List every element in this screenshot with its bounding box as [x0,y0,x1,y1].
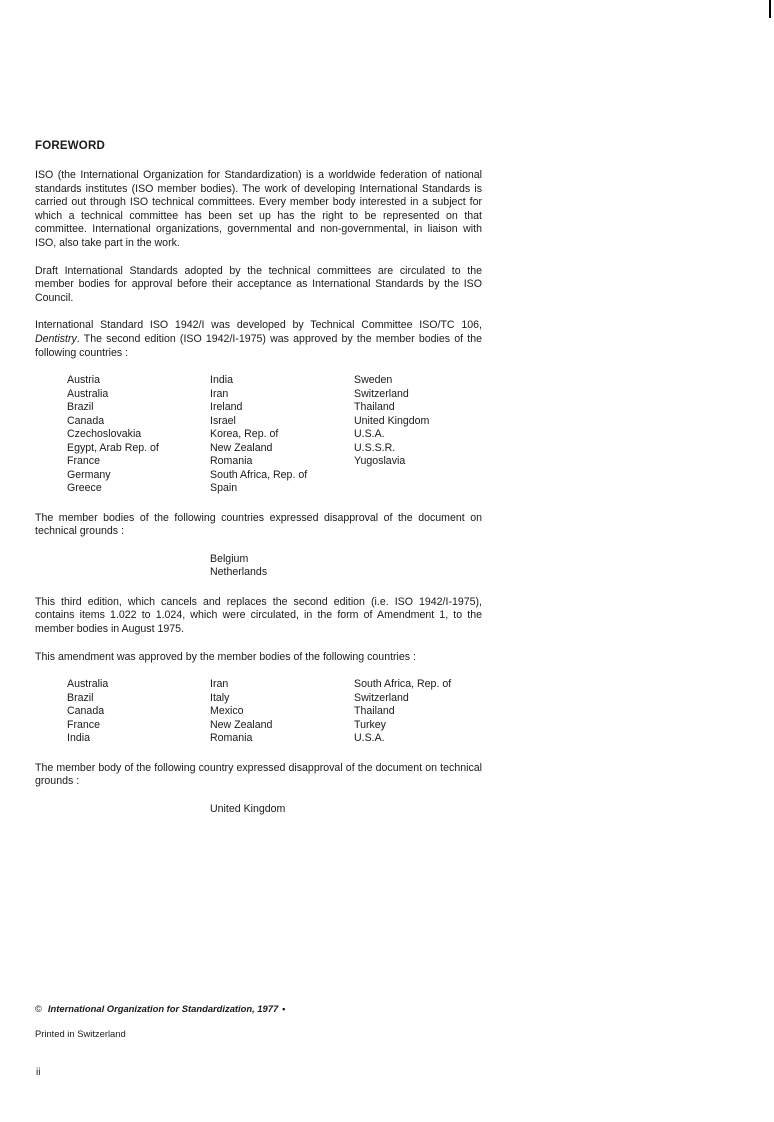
page-number: ii [36,1067,41,1078]
country-name: Netherlands [210,566,268,579]
country-name: Canada [67,705,105,718]
page-edge-mark [769,0,771,18]
country-name: Iran [210,387,229,400]
disapproving-countries-list [210,553,482,580]
country-name: Brazil [67,691,94,704]
amendment-disapproving-countries-list [210,803,482,817]
foreword-heading: FOREWORD [35,140,105,152]
paragraph-standard-development-start: International Standard ISO 1942/I was developed by Technical Committee ISO/TC 106, [35,319,482,332]
country-name: Spain [210,482,238,495]
country-name: Yugoslavia [354,455,406,468]
country-name: India [67,732,90,745]
country-column [67,374,210,496]
paragraph-iso-intro: ISO (the International Organization for Standardization) is a worldwide federation of national standards institutes (ISO member bodies). The work of developing International Standards is carried out through ISO technical committees. Every member body interested in a subject for which a technical committee has been set up has the right to be represented on that committee. International organizations, governmental and non-governmental, in liaison with ISO, also take part in the work. [35,169,482,249]
country-name: South Africa, Rep. of [354,678,452,691]
country-name: Czechoslovakia [67,428,142,441]
country-name: Ireland [210,401,243,414]
country-name: United Kingdom [354,414,430,427]
paragraph-draft-standards: Draft International Standards adopted by the technical committees are circulated to the member bodies for approval before their acceptance as International Standards by the ISO Council. [35,264,482,304]
country-name: Iran [210,678,229,691]
country-name: Austria [67,374,100,387]
country-name: Thailand [354,705,395,718]
country-name: Switzerland [354,691,409,704]
country-name: Australia [67,678,109,691]
country-name: U.S.A. [354,732,385,745]
country-column [210,678,354,746]
country-name: India [210,374,233,387]
paragraph-third-edition: This third edition, which cancels and replaces the second edition (i.e. ISO 1942/I-1975), contains items 1.022 to 1.024, which were circulated, in the form of Amendment 1, to the member bodies in August 1975. [35,595,482,635]
country-name: U.S.S.R. [354,441,396,454]
country-name: Thailand [354,401,395,414]
country-name: Sweden [354,374,393,387]
country-name: France [67,455,100,468]
country-column [354,374,484,496]
foreword-section [35,140,482,816]
country-name: Turkey [354,718,386,731]
country-name: Italy [210,691,230,704]
approving-countries-list [67,374,482,496]
country-name: Belgium [210,552,249,565]
paragraph-disapproval: The member bodies of the following countries expressed disapproval of the document on technical grounds : [35,511,482,538]
paragraph-amendment-disapproval: The member body of the following country expressed disapproval of the document on technical grounds : [35,761,482,788]
bullet-icon: • [282,1003,286,1014]
committee-name: Dentistry [35,332,77,345]
country-name: Romania [210,455,253,468]
page-footer [35,1003,475,1039]
country-name: Mexico [210,705,244,718]
country-name: Greece [67,482,102,495]
amendment-approving-countries-list [67,678,482,746]
country-name: Brazil [67,401,94,414]
country-name: Israel [210,414,236,427]
country-name: Canada [67,414,105,427]
country-name: Korea, Rep. of [210,428,279,441]
country-name: Switzerland [354,387,409,400]
country-column [354,678,484,746]
country-name: New Zealand [210,718,273,731]
country-name: Egypt, Arab Rep. of [67,441,159,454]
copyright-notice [35,1003,475,1014]
copyright-text: International Organization for Standardization, 1977 [47,1003,279,1014]
country-name: South Africa, Rep. of [210,468,308,481]
country-name: Germany [67,468,111,481]
paragraph-standard-development [35,319,482,360]
country-name: Romania [210,732,253,745]
paragraph-amendment-approval: This amendment was approved by the member bodies of the following countries : [35,650,416,663]
paragraph-standard-development-end: . The second edition (ISO 1942/I-1975) was approved by the member bodies of the following countries : [35,332,482,359]
copyright-icon: © [35,1003,42,1014]
country-column [210,374,354,496]
country-name: Australia [67,387,109,400]
country-name: France [67,718,100,731]
country-name: New Zealand [210,441,273,454]
country-name: United Kingdom [210,802,286,815]
country-name: U.S.A. [354,428,385,441]
printed-in-notice: Printed in Switzerland [35,1028,126,1039]
country-column [67,678,210,746]
